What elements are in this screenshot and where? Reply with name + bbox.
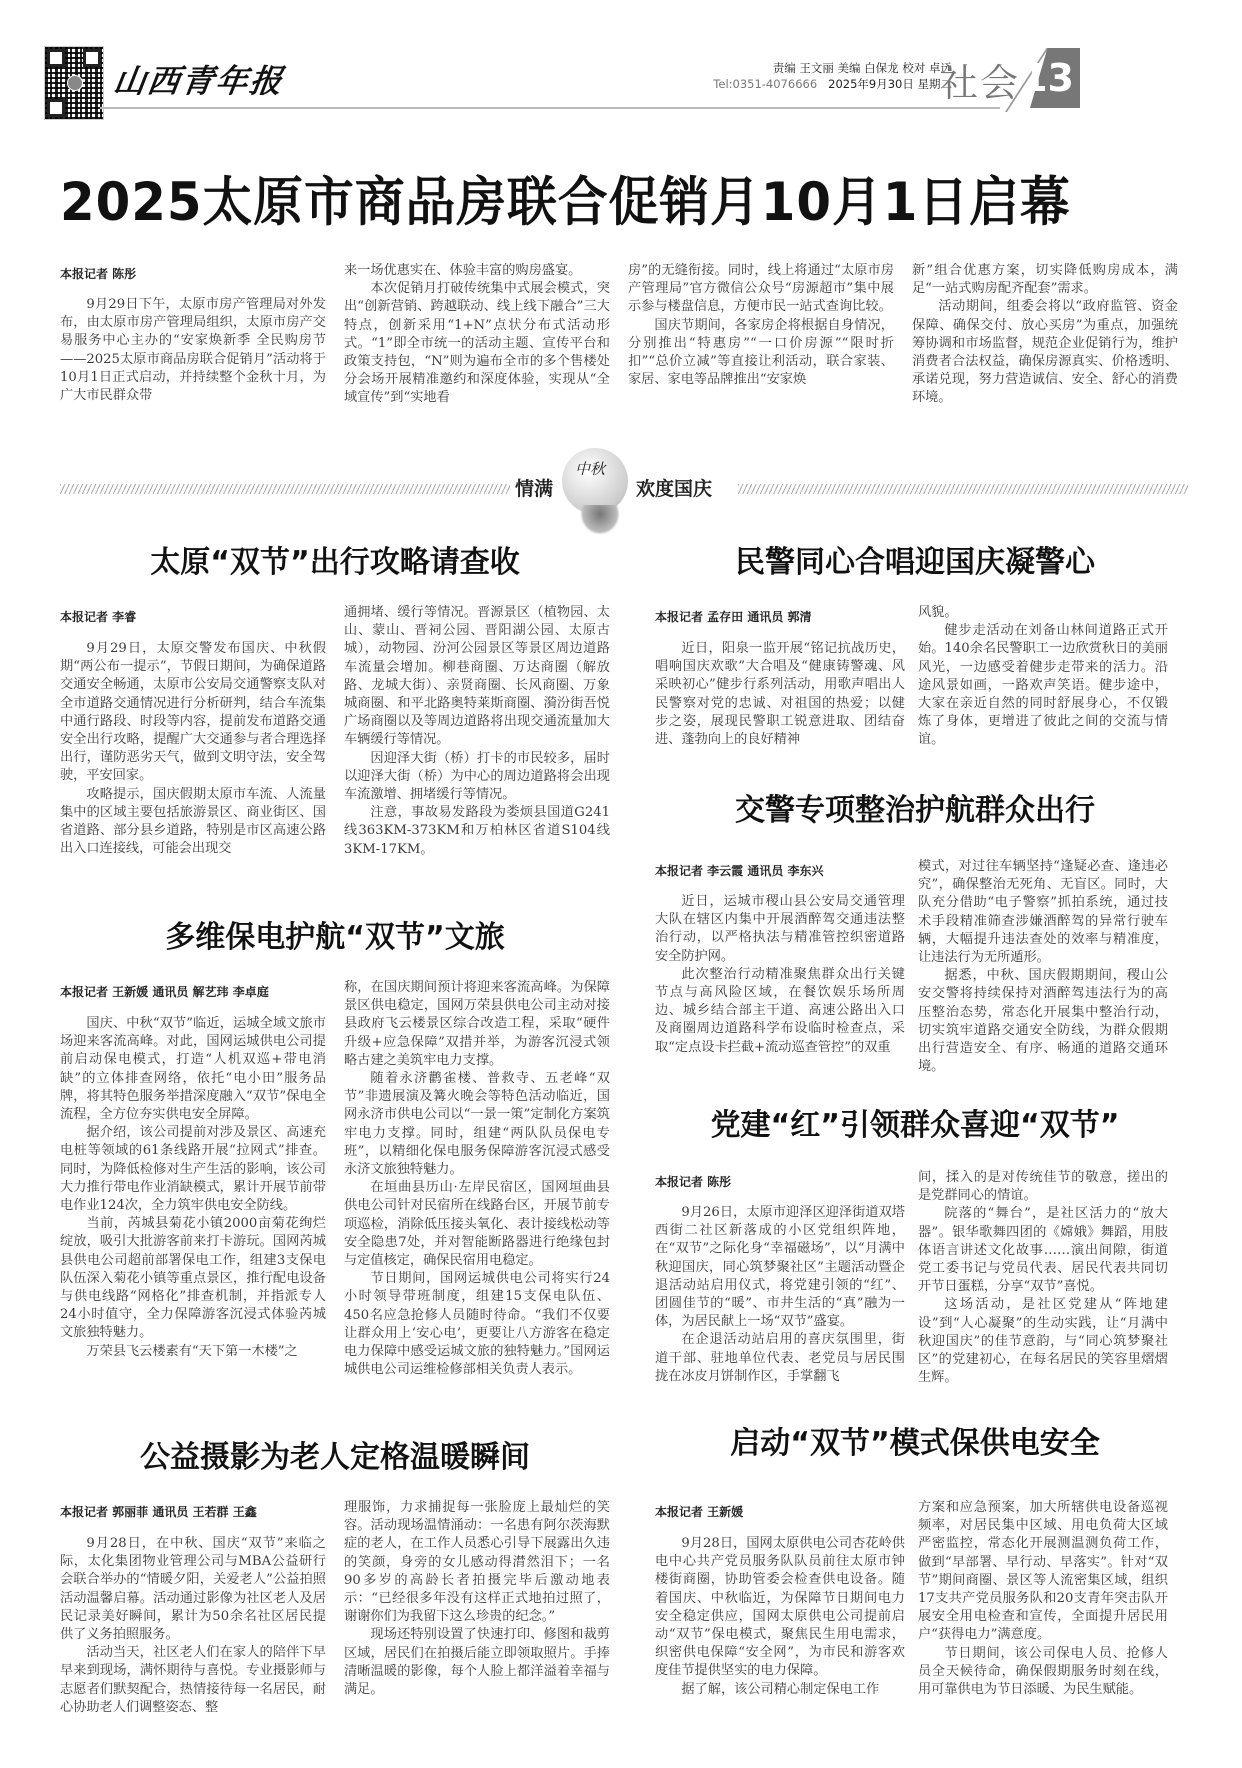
masthead-rule bbox=[100, 107, 1000, 109]
main-byline: 本报记者 陈彤 bbox=[60, 267, 137, 281]
paragraph: 节日期间，该公司保电人员、抢修人员全天候待命，确保假期服务时刻在线，用可靠供电为节日添暖、为民生赋能。 bbox=[918, 1645, 1168, 1698]
article-col bbox=[655, 1204, 905, 1386]
article-byline: 本报记者 王新媛 通讯员 解艺玮 李卓庭 bbox=[60, 985, 269, 999]
main-col-1 bbox=[60, 296, 326, 405]
article-col bbox=[60, 1015, 326, 1361]
paragraph: 当前，芮城县菊花小镇2000亩菊花绚烂绽放，吸引大批游客前来打卡游玩。国网芮城县供电公司超前部署保电工作，组建3支保电队伍深入菊花小镇等重点景区，推行配电设备与供电线路“网格化”排查机制，并指派专人24小时值守，全力保障游客沉浸式体验芮城文旅独特魅力。 bbox=[60, 1216, 326, 1341]
newspaper-logo: 山西青年报 bbox=[111, 62, 287, 100]
paragraph: 近日，运城市稷山县公安局交通管理大队在辖区内集中开展酒醉驾交通违法整治行动，以严格执法与精准管控织密道路安全防护网。 bbox=[655, 894, 905, 964]
paragraph: 随着永济鹳雀楼、普救寺、五老峰“双节”非遗展演及篝火晚会等特色活动临近，国网永济市供电公司以“一景一策”定制化方案筑牢电力支撑。同时，组建“两队队员保电专班”，以精细化保电服务保障游客沉浸式感受永济文旅独特魅力。 bbox=[344, 1071, 610, 1178]
paragraph: 院落的“舞台”，是社区活力的“放大器”。银华歌舞四团的《嫦娥》舞蹈，用肢体语言讲述文化故事……演出间隙，街道党工委书记与党员代表、居民代表共同切开节日蛋糕，分享“双节”喜悦。 bbox=[918, 1206, 1168, 1295]
paragraph: 这场活动，是社区党建从“阵地建设”到“人心凝聚”的生动实践，让“月满中秋迎国庆”的佳节意韵，与“同心筑梦聚社区”的党建初心，在每名居民的笑容里熠熠生辉。 bbox=[918, 1297, 1168, 1386]
article-col bbox=[918, 1169, 1168, 1387]
article-headline: 交警专项整治护航群众出行 bbox=[735, 793, 1095, 828]
masthead-credits bbox=[713, 60, 952, 92]
paragraph: 国庆、中秋“双节”临近，运城全域文旅市场迎来客流高峰。对此，国网运城供电公司提前启动保电模式，打造“人机双巡+带电消缺”的立体排查网络，依托“电小田”服务品牌，将其特色服务举措深度融入“双节”保电全流程，全方位夯实供电安全屏障。 bbox=[60, 1016, 326, 1123]
article-byline: 本报记者 王新媛 bbox=[655, 1505, 744, 1519]
page-number: 13 bbox=[1021, 56, 1074, 100]
article-col bbox=[60, 640, 326, 858]
paragraph: 通拥堵、缓行等情况。晋源景区（植物园、太山、蒙山、晋祠公园、晋阳湖公园、太原古城），动物园、汾河公园景区等景区周边道路车流量会增加。柳巷商圈、万达商圈（解放路、龙城大街）、亲贤商圈、长风商圈、万象城商圈、和平北路奥特莱斯商圈、漪汾街吾悦广场商圈以及等周边道路将出现交通流量加大车辆缓行等情况。 bbox=[344, 605, 610, 748]
paragraph: 现场还特别设置了快速打印、修图和裁剪区域，居民们在拍摄后能立即领取照片。手捧清晰温暖的影像，每个人脸上都洋溢着幸福与满足。 bbox=[344, 1627, 610, 1698]
qr-corner bbox=[47, 99, 65, 117]
article-col bbox=[918, 604, 1168, 750]
article-headline: 太原“双节”出行攻略请查收 bbox=[150, 545, 520, 580]
qr-corner bbox=[47, 49, 65, 67]
article-byline: 本报记者 陈彤 bbox=[655, 1175, 732, 1189]
article-col bbox=[918, 1499, 1168, 1699]
article-headline: 多维保电护航“双节”文旅 bbox=[165, 920, 505, 955]
flower-icon bbox=[580, 505, 620, 535]
paragraph: 在垣曲县历山·左岸民宿区，国网垣曲县供电公司针对民宿所在线路台区，开展节前专项巡检，消除低压接头氧化、表计接线松动等安全隐患7处，并对智能断路器进行绝缘包封与定值核定，确保民宿用电稳定。 bbox=[344, 1180, 610, 1269]
qr-code-icon bbox=[44, 46, 104, 120]
article-col bbox=[918, 858, 1168, 1076]
paragraph: 在企退活动站启用的喜庆氛围里，街道干部、驻地单位代表、老党员与居民围拢在冰皮月饼制作区，手掌翻飞 bbox=[655, 1332, 905, 1384]
paragraph: 9月29日，太原交警发布国庆、中秋假期“两公布一提示”，节假日期间，为确保道路交通安全畅通，太原市公安局交通警察支队对全市道路交通情况进行分析研判，结合车流集中通行路段、时段等内容，提前发布道路交通安全出行攻略，提醒广大交通参与者合理选择出行，谨防恶劣天气，做到文明守法，安全驾驶，平安回家。 bbox=[60, 641, 326, 784]
paragraph: 房”的无缝衔接。同时，线上将通过“太原市房产管理局”官方微信公众号“房源超市”集中展示参与楼盘信息，方便市民一站式查询比较。 bbox=[628, 263, 894, 315]
main-headline: 2025太原市商品房联合促销月10月1日启幕 bbox=[60, 172, 1071, 233]
article-col bbox=[655, 1535, 905, 1699]
paragraph: 方案和应急预案，加大所辖供电设备巡视频率，对居民集中区域、用电负荷大区域严密监控，常态化开展测温测负荷工作，做到“早部署、早行动、早落实”。针对“双节”期间商圈、景区等人流密集区域，组织17支共产党员服务队和20支青年突击队开展安全用电检查和宣传，全面提升居民用户“获得电力”满意度。 bbox=[918, 1500, 1168, 1643]
paragraph: 活动当天，社区老人们在家人的陪伴下早早来到现场，满怀期待与喜悦。专业摄影师与志愿者们默契配合，热情接待每一名居民，耐心协助老人们调整姿态、整 bbox=[60, 1645, 326, 1715]
paragraph: 据了解，该公司精心制定保电工作 bbox=[681, 1681, 880, 1697]
paragraph: 9月26日，太原市迎泽区迎泽街道双塔西街二社区新落成的小区党组织阵地，在“双节”之际化身“幸福磁场”，以“月满中秋迎国庆，同心筑梦聚社区”主题活动暨企退活动站启用仪式，将党建引领的“红”、团圆佳节的“暖”、市井生活的“真”融为一体，为居民献上一场“双节”盛宴。 bbox=[655, 1205, 905, 1330]
paragraph: 间，揉入的是对传统佳节的敬意，搓出的是党群同心的情谊。 bbox=[918, 1170, 1168, 1204]
paragraph: 理服饰，力求捕捉每一张脸庞上最灿烂的笑容。活动现场温情涌动：一名患有阿尔茨海默症的老人，在工作人员悉心引导下展露出久违的笑颜，身旁的女儿感动得潸然泪下；一名90多岁的高龄长者拍摄完毕后激动地表示：“已经很多年没有这样正式地拍过照了，谢谢你们为我留下这么珍贵的纪念。” bbox=[344, 1500, 610, 1625]
paragraph: 活动期间，组委会将以“政府监管、资金保障、确保交付、放心买房”为重点，加强统筹协调和市场监督，规范企业促销行为，维护消费者合法权益，确保房源真实、价格透明、承诺兑现，努力营造诚信、安全、舒心的消费环境。 bbox=[912, 299, 1178, 406]
article-byline: 本报记者 郭丽菲 通讯员 王若群 王鑫 bbox=[60, 1505, 257, 1519]
article-col bbox=[344, 1499, 610, 1699]
article-col bbox=[655, 893, 905, 1057]
banner-hatch-left bbox=[60, 484, 510, 494]
banner-text-right: 欢度国庆 bbox=[636, 478, 713, 500]
paragraph: 近日，阳泉一监开展“铭记抗战历史，唱响国庆欢歌”大合唱及“健康铸警魂、风采映初心”健步行系列活动，用歌声唱出人民警察对党的忠诚、对祖国的热爱；以健步之姿，展现民警职工锐意进取、团结奋进、蓬勃向上的良好精神 bbox=[655, 641, 905, 748]
paragraph: 因迎泽大街（桥）打卡的市民较多，届时以迎泽大街（桥）为中心的周边道路将会出现车流激增、拥堵缓行等情况。 bbox=[344, 750, 610, 803]
article-headline: 民警同心合唱迎国庆凝警心 bbox=[735, 545, 1095, 580]
paragraph: 据悉，中秋、国庆假期期间，稷山公安交警将持续保持对酒醉驾违法行为的高压整治态势，常态化开展集中整治行动，切实筑牢道路交通安全防线，为群众假期出行营造安全、有序、畅通的道路交通环境。 bbox=[918, 968, 1168, 1075]
article-headline: 启动“双节”模式保供电安全 bbox=[730, 1426, 1100, 1461]
article-headline: 党建“红”引领群众喜迎“双节” bbox=[710, 1108, 1120, 1143]
paragraph: 据介绍，该公司提前对涉及景区、高速充电桩等领域的61条线路开展“拉网式”排查。同时，为降低检修对生产生活的影响，该公司大力推行带电作业消缺模式，累计开展节前带电作业124次，全力筑牢供电安全防线。 bbox=[60, 1125, 326, 1214]
paragraph: 攻略提示，国庆假期太原市车流、人流量集中的区域主要包括旅游景区、商业街区、国省道路、部分县乡道路，特别是市区高速公路出入口连接线，可能会出现交 bbox=[60, 786, 326, 857]
article-col bbox=[344, 604, 610, 859]
paragraph: 称，在国庆期间预计将迎来客流高峰。为保障景区供电稳定，国网万荣县供电公司主动对接县政府飞云楼景区综合改造工程，采取“硬件升级+应急保障”双措并举，为游客沉浸式领略古建之美筑牢电力支撑。 bbox=[344, 980, 610, 1068]
qr-logo bbox=[67, 75, 83, 91]
article-byline: 本报记者 李云霞 通讯员 李东兴 bbox=[655, 864, 824, 878]
article-byline: 本报记者 李睿 bbox=[60, 610, 137, 624]
paragraph: 9月29日下午，太原市房产管理局对外发布，由太原市房产管理局组织，太原市房产交易服务中心主办的“安家焕新季 全民购房节——2025太原市商品房联合促销月”活动将于10月1日正式启动，并持续整个金秋十月，为广大市民群众带 bbox=[60, 297, 326, 404]
banner-moon-text: 中秋 bbox=[575, 460, 606, 478]
paragraph: 万荣县飞云楼素有“天下第一木楼”之 bbox=[86, 1343, 298, 1359]
paragraph: 注意，事故易发路段为娄烦县国道G241线363KM-373KM和万柏林区省道S104线3KM-17KM。 bbox=[344, 805, 610, 857]
paragraph: 9月28日，国网太原供电公司杏花岭供电中心共产党员服务队队员前往太原市钟楼街商圈，协助管委会检查供电设备。随着国庆、中秋临近，为保障节日期间电力安全稳定供应，国网太原供电公司提前启动“双节”保电模式，聚焦民生用电需求，织密供电保障“安全网”，为市民和游客欢度佳节提供坚实的电力保障。 bbox=[655, 1536, 905, 1679]
paragraph: 国庆节期间，各家房企将根据自身情况，分别推出“特惠房”“一口价房源”“限时折扣”“总价立减”等直接让利活动，联合家装、家居、家电等品牌推出“安家焕 bbox=[628, 317, 894, 388]
paragraph: 风貌。 bbox=[918, 605, 958, 620]
paragraph: 9月28日，在中秋、国庆“双节”来临之际，太化集团物业管理公司与MBA公益研行会联合举办的“情暖夕阳，关爱老人”公益拍照活动温馨启幕。活动通过影像为社区老人及居民记录美好瞬间，累计为50余名社区居民提供了义务拍照服务。 bbox=[60, 1536, 326, 1643]
editors-line: 责编 王文丽 美编 白保龙 校对 卓远 bbox=[772, 61, 952, 75]
main-col-4 bbox=[912, 262, 1178, 408]
paragraph: 健步走活动在刘备山林间道路正式开始。140余名民警职工一边欣赏秋日的美丽风光，一边感受着健步走带来的活力。沿途风景如画，一路欢声笑语。健步途中，大家在亲近自然的同时舒展身心，不仅锻炼了身体，更增进了彼此之间的交流与情谊。 bbox=[918, 623, 1168, 748]
paragraph: 节日期间，国网运城供电公司将实行24小时领导带班制度，组建15支保电队伍、450名应急抢修人员随时待命。“我们不仅要让群众用上‘安心电’，更要让八方游客在稳定电力保障中感受运城文旅的独特魅力。”国网运城供电公司运维检修部相关负责人表示。 bbox=[344, 1271, 610, 1378]
banner-hatch-right bbox=[738, 484, 1188, 494]
main-col-3 bbox=[628, 262, 894, 389]
qr-corner bbox=[83, 49, 101, 67]
tel-date-line bbox=[713, 76, 952, 92]
tel: Tel:0351-4076666 bbox=[713, 77, 818, 91]
paragraph: 来一场优惠实在、体验丰富的购房盛宴。 bbox=[344, 263, 582, 278]
main-col-2 bbox=[344, 262, 610, 408]
paragraph: 新”组合优惠方案，切实降低购房成本，满足“一站式购房配齐配套”需求。 bbox=[912, 263, 1178, 297]
article-headline: 公益摄影为老人定格温暖瞬间 bbox=[140, 1440, 530, 1475]
paragraph: 模式，对过往车辆坚持“逢疑必查、逢违必究”，确保整治无死角、无盲区。同时，大队充分借助“电子警察”抓拍系统，通过技术手段精准筛查涉嫌酒醉驾的异常行驶车辆，大幅提升违法查处的效率与精准度，让违法行为无所遁形。 bbox=[918, 859, 1168, 966]
article-col bbox=[655, 640, 905, 749]
article-col bbox=[60, 1535, 326, 1717]
banner-text-left: 情满 bbox=[515, 478, 554, 500]
paragraph: 此次整治行动精准聚焦群众出行关键节点与高风险区域，在餐饮娱乐场所周边、城乡结合部主干道、高速公路出入口及商圈周边道路科学布设临时检查点，采取“定点设卡拦截+流动巡查管控”的双重 bbox=[655, 966, 905, 1055]
paragraph: 本次促销月打破传统集中式展会模式，突出“创新营销、跨越联动、线上线下融合”三大特点，创新采用“1+N”点状分布式活动形式。“1”即全市统一的活动主题、宣传平台和政策支持包，“N”则为遍布全市的多个售楼处分会场开展精准邀约和深度体验，实现从“全域宣传”到“实地看 bbox=[344, 281, 610, 406]
article-byline: 本报记者 孟存田 通讯员 郭清 bbox=[655, 610, 812, 624]
article-col bbox=[344, 979, 610, 1379]
section-title: 社会 bbox=[940, 61, 1021, 105]
issue-date: 2025年9月30日 星期二 bbox=[828, 77, 952, 91]
